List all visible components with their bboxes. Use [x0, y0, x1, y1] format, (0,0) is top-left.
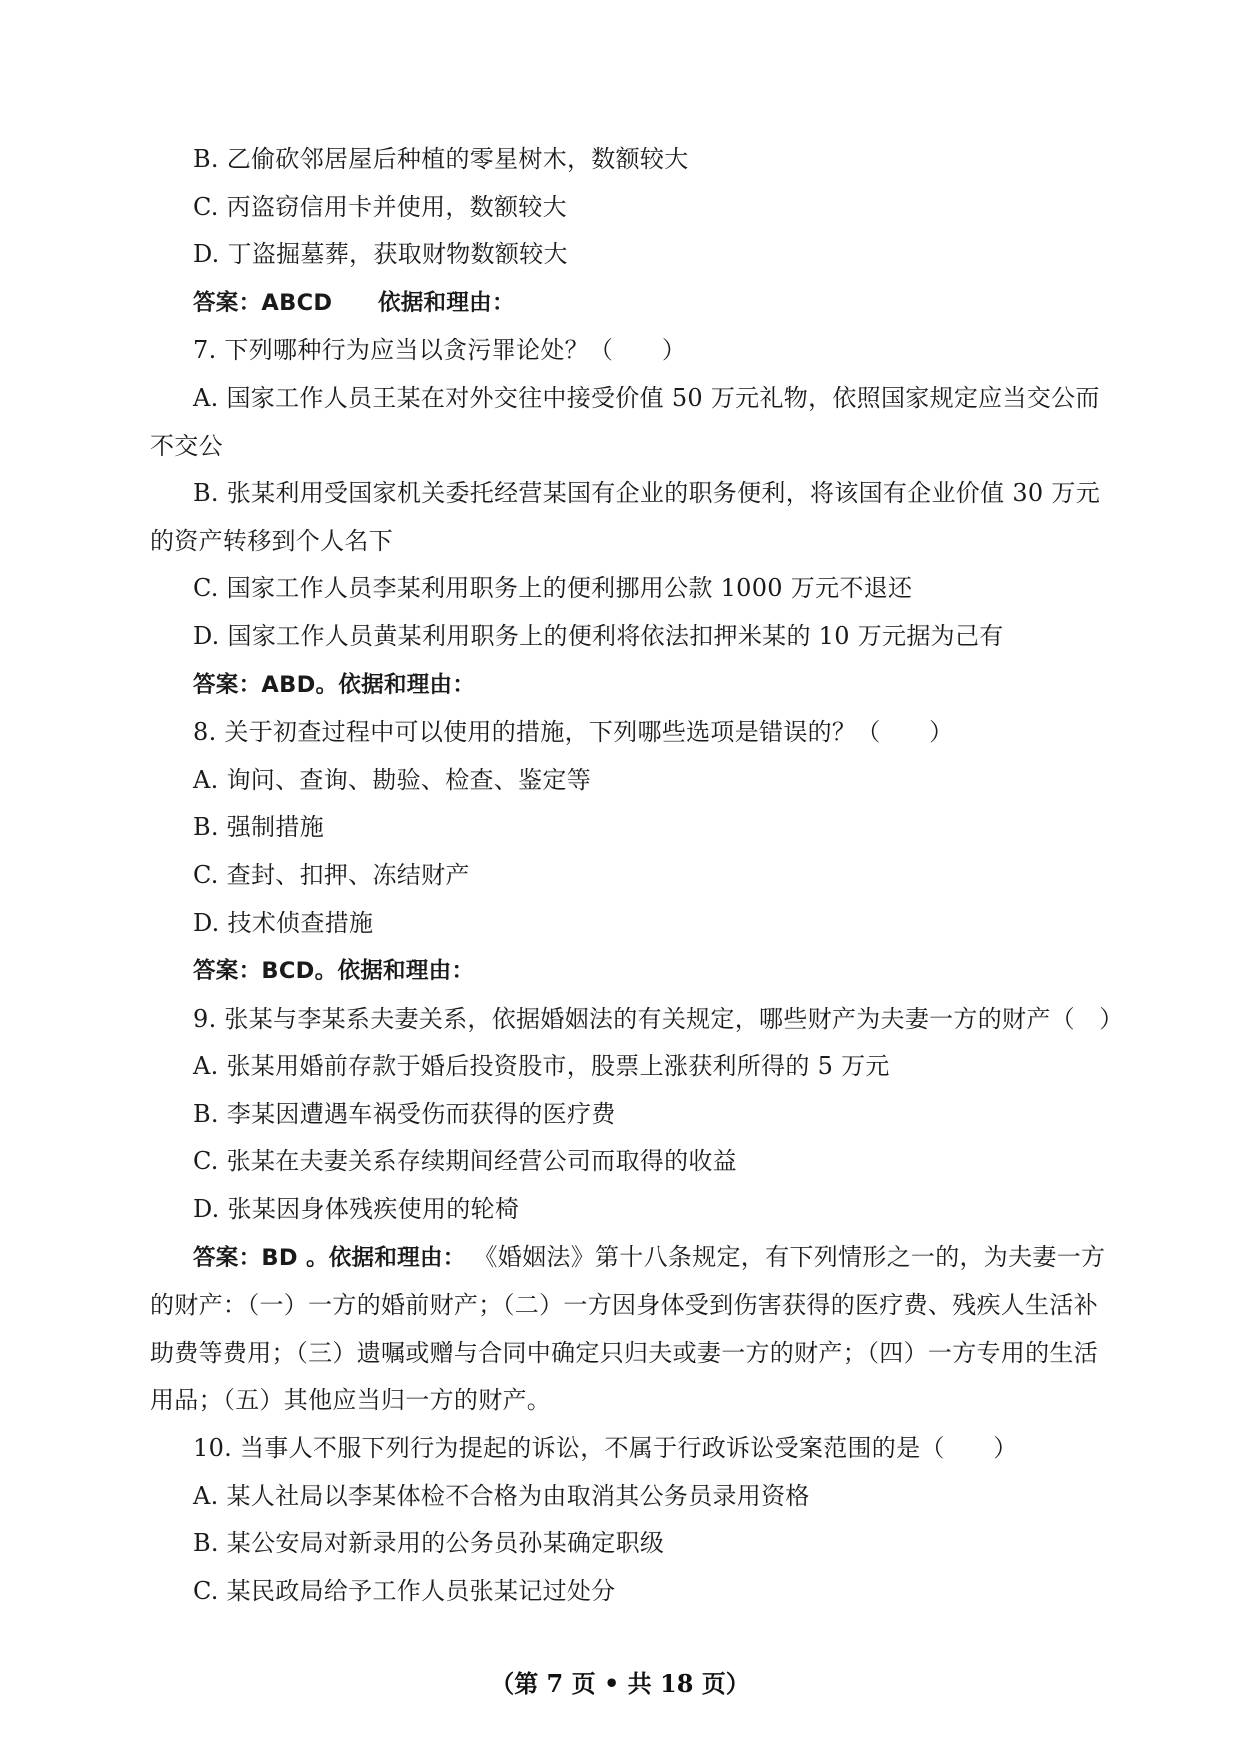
text-line: [150, 1520, 1118, 1568]
answer-label: 答案：BCD。依据和理由：: [193, 958, 475, 985]
line-text: D. 技术侦查措施: [193, 908, 374, 937]
text-line: [150, 613, 1118, 661]
line-text: 8. 关于初查过程中可以使用的措施，下列哪些选项是错误的？（ ）: [193, 718, 954, 747]
line-text: D. 丁盗掘墓葬，获取财物数额较大: [193, 240, 568, 269]
text-line: [150, 1425, 1118, 1473]
page-content: [150, 136, 1124, 1615]
line-text: C. 查封、扣押、冻结财产: [193, 860, 470, 889]
text-line: [150, 709, 1118, 757]
text-line: [150, 1043, 1118, 1091]
text-line: [150, 1473, 1118, 1521]
line-text: C. 张某在夫妻关系存续期间经营公司而取得的收益: [193, 1147, 737, 1176]
text-line: [150, 996, 1124, 1044]
answer-label: 答案：BD 。依据和理由：: [193, 1244, 466, 1271]
line-text: D. 国家工作人员黄某利用职务上的便利将依法扣押米某的 10 万元据为己有: [193, 621, 1004, 650]
answer-line: [150, 279, 1118, 328]
line-text: A. 某人社局以李某体检不合格为由取消其公务员录用资格: [193, 1481, 810, 1510]
line-text: D. 张某因身体残疾使用的轮椅: [193, 1195, 520, 1224]
line-text: B. 李某因遭遇车祸受伤而获得的医疗费: [193, 1099, 616, 1128]
line-text: A. 张某用婚前存款于婚后投资股市，股票上涨获利所得的 5 万元: [193, 1052, 890, 1081]
text-line: [150, 327, 1118, 375]
line-text: B. 乙偷砍邻居屋后种植的零星树木，数额较大: [193, 145, 689, 173]
answer-line: [150, 947, 1118, 996]
line-text: C. 某民政局给予工作人员张某记过处分: [193, 1576, 616, 1605]
answer-explanation: 《婚姻法》第十八条规定，有下列情形之一的，为夫妻一方的财产：（一）一方的婚前财产；（二）一方因身体受到伤害获得的医疗费、残疾人生活补助费等费用；（三）遗嘱或赠与合同中确定只归夫或妻一方的财产；（四）一方专用的生活用品；（五）其他应当归一方的财产。: [150, 1242, 1106, 1415]
line-text: A. 询问、查询、勘验、检查、鉴定等: [193, 765, 591, 794]
text-line: [150, 804, 1118, 852]
line-text: A. 国家工作人员王某在对外交往中接受价值 50 万元礼物，依照国家规定应当交公而不交公: [150, 383, 1100, 460]
answer-line: [150, 1234, 1118, 1425]
line-text: 9. 张某与李某系夫妻关系，依据婚姻法的有关规定，哪些财产为夫妻一方的财产（ ）: [193, 1004, 1124, 1033]
text-line: [150, 1138, 1118, 1186]
text-line: [150, 470, 1118, 565]
text-line: [150, 375, 1118, 470]
answer-label: 答案：ABCD 依据和理由：: [193, 289, 515, 316]
answer-label: 答案：ABD。依据和理由：: [193, 671, 476, 698]
text-line: [150, 136, 1118, 184]
text-line: [150, 1186, 1118, 1234]
text-line: [150, 1568, 1118, 1616]
text-line: [150, 184, 1118, 232]
line-text: C. 丙盗窃信用卡并使用，数额较大: [193, 192, 567, 221]
line-text: B. 强制措施: [193, 813, 324, 842]
answer-line: [150, 661, 1118, 710]
text-line: [150, 1091, 1118, 1139]
text-line: [150, 852, 1118, 900]
line-text: B. 张某利用受国家机关委托经营某国有企业的职务便利，将该国有企业价值 30 万元的资产转移到个人名下: [150, 479, 1100, 555]
text-line: [150, 757, 1118, 805]
text-line: [150, 231, 1118, 279]
line-text: 7. 下列哪种行为应当以贪污罪论处？（ ）: [193, 336, 687, 365]
line-text: B. 某公安局对新录用的公务员孙某确定职级: [193, 1529, 665, 1558]
page-footer: （第 7 页 • 共 18 页）: [490, 1669, 750, 1698]
line-text: C. 国家工作人员李某利用职务上的便利挪用公款 1000 万元不退还: [193, 574, 913, 603]
line-text: 10. 当事人不服下列行为提起的诉讼，不属于行政诉讼受案范围的是（ ）: [193, 1434, 1018, 1463]
text-line: [150, 565, 1118, 613]
text-line: [150, 900, 1118, 948]
